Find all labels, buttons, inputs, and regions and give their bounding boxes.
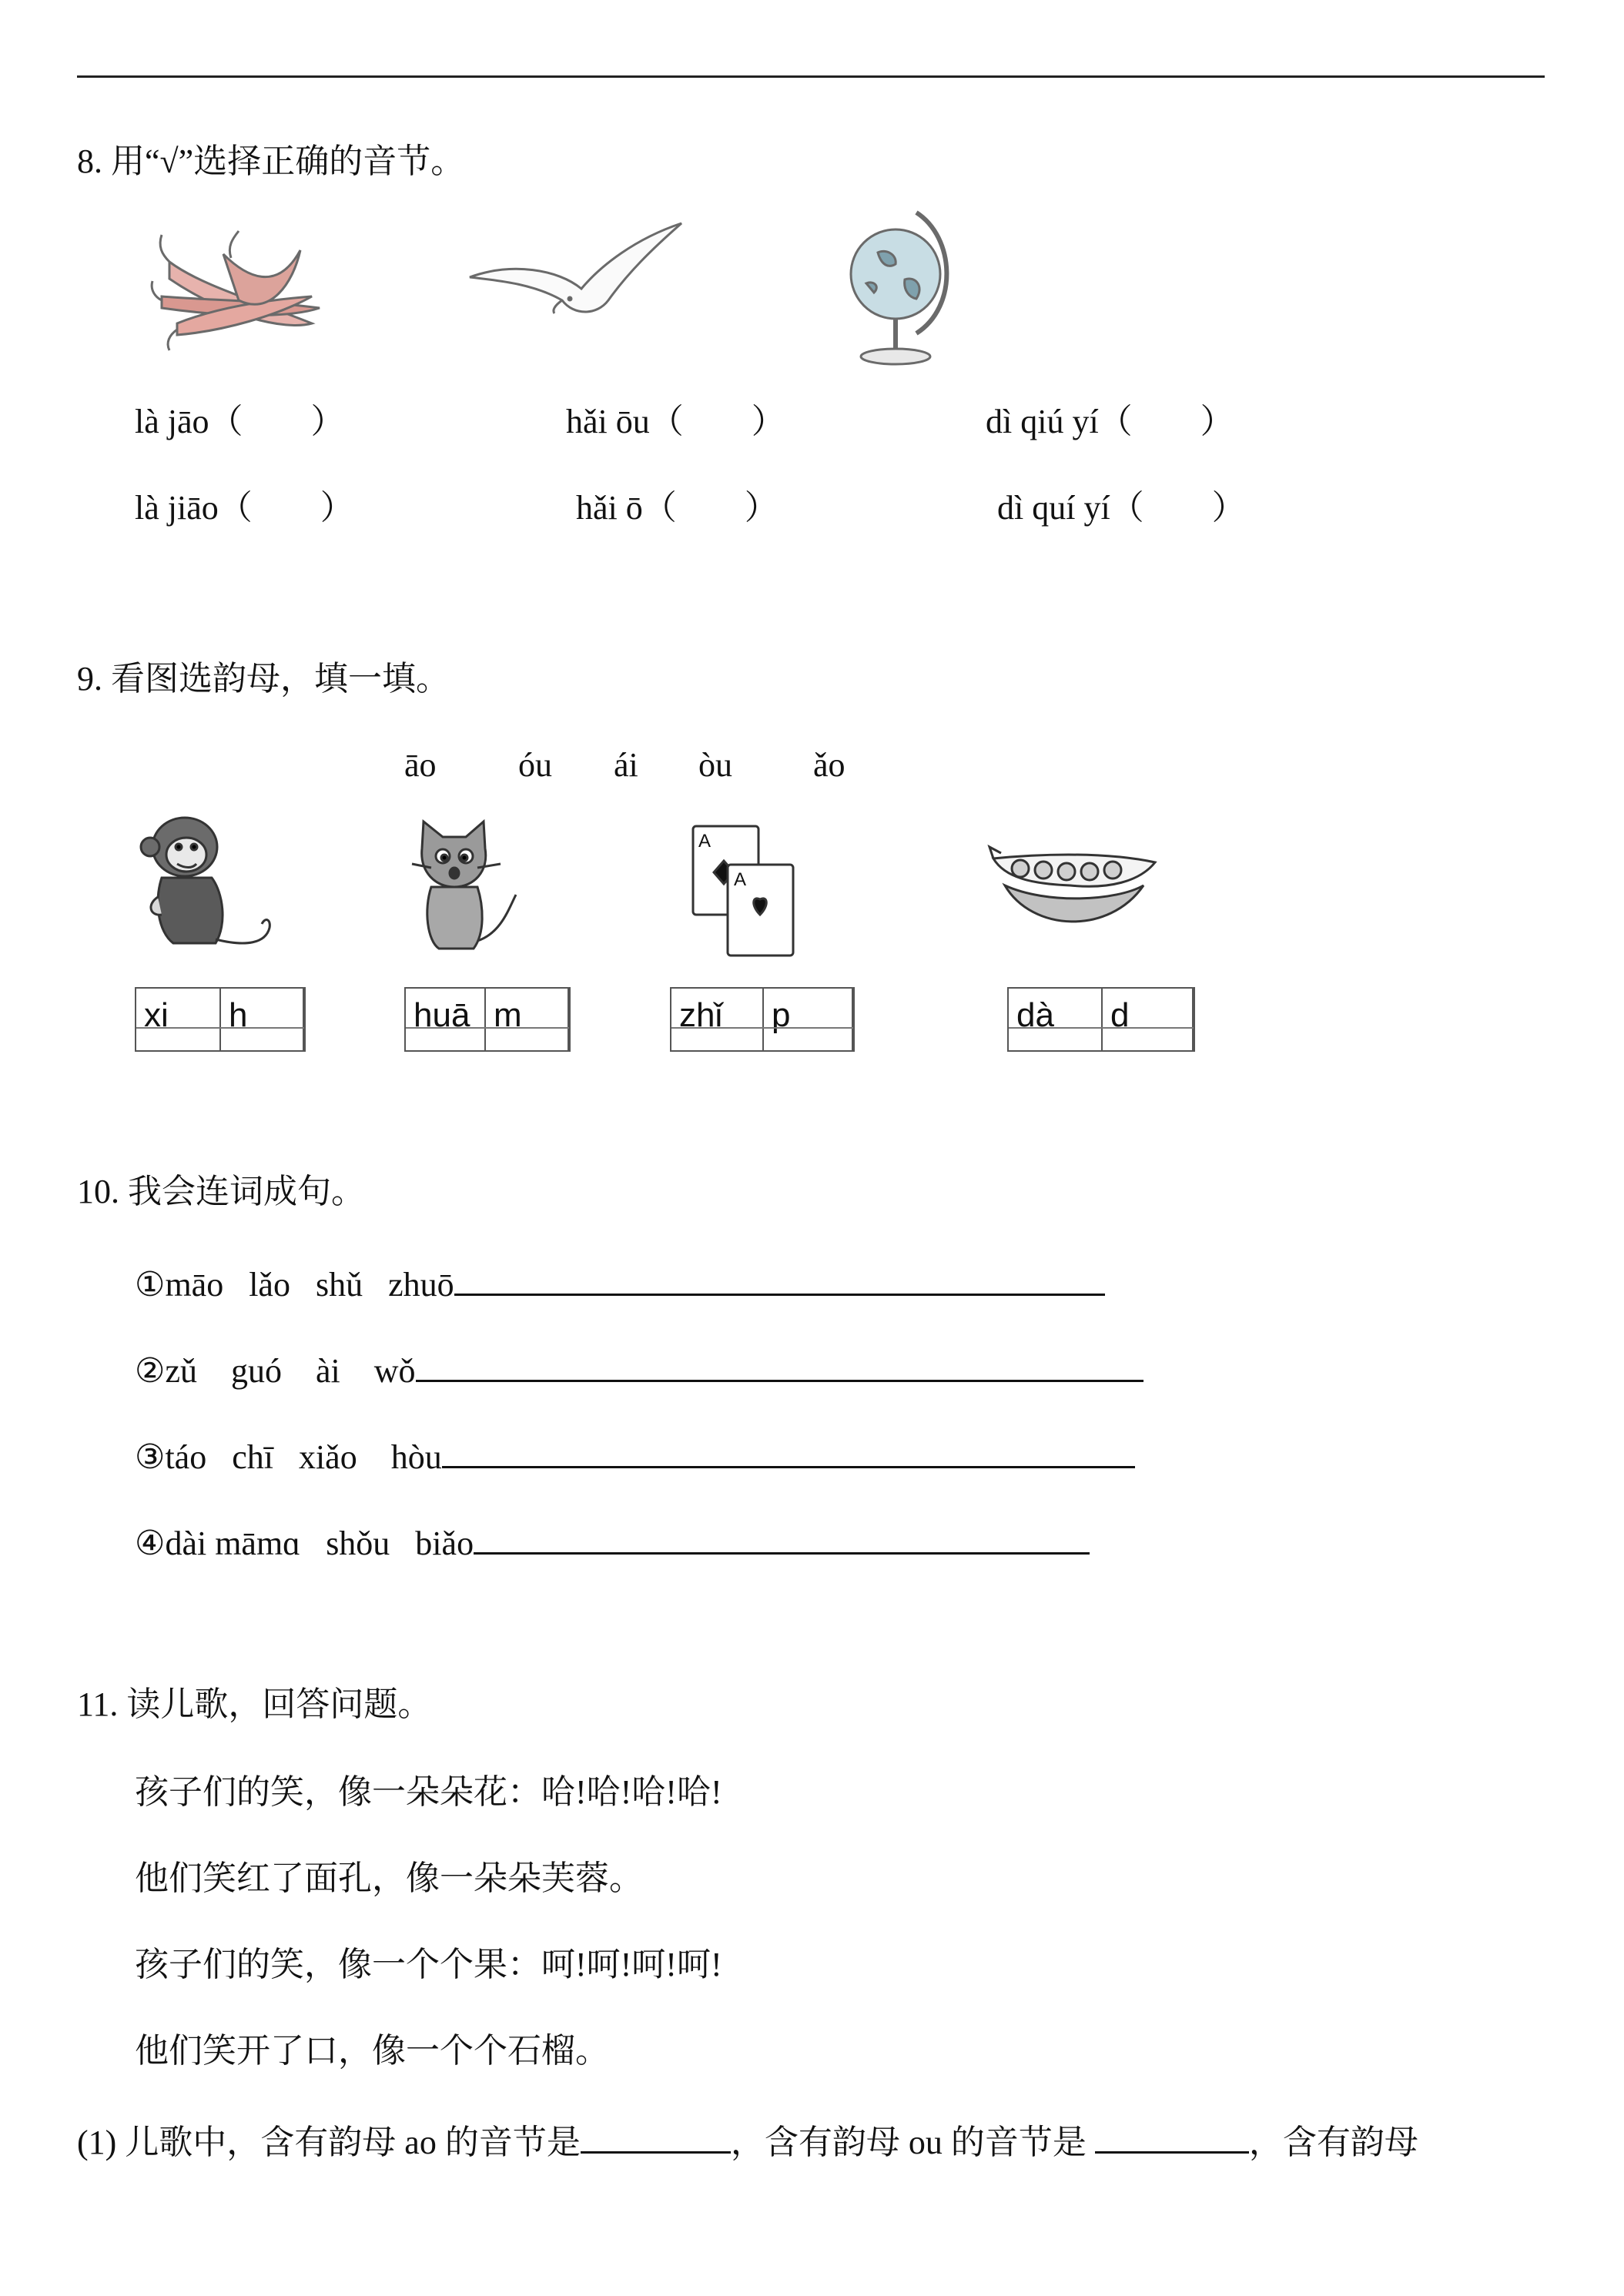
pinyin-box-cards[interactable] [670,987,855,1052]
question-8-title: 8. 用“√”选择正确的音节。 [77,142,465,180]
pinyin-cell-d: d [1110,996,1130,1034]
question-9-title: 9. 看图选韵母，填一填。 [77,660,450,698]
pinyin-cell-p: p [772,996,791,1034]
playing-cards-picture [689,822,805,961]
pinyin-cell-m: m [494,996,522,1034]
sub-question-text-c: ，含有韵母 [1248,2124,1418,2161]
pinyin-cell-da: dà [1016,996,1054,1034]
option-la-jao[interactable]: là jāo（ ） [135,403,345,440]
poem-line-4: 他们笑开了口，像一个个石榴。 [135,2032,609,2070]
final-ou2: óu [518,746,552,784]
question-10-title: 10. 我会连词成句。 [77,1173,365,1210]
chili-pepper-picture [146,223,323,354]
question-11-title: 11. 读儿歌，回答问题。 [77,1685,432,1723]
sentence-line-4 [135,1521,1090,1561]
option-hai-o[interactable]: hǎi ō（ ） [576,489,779,527]
option-di-qiu-yi[interactable]: dì qiú yí（ ） [986,403,1234,440]
option-hai-ou[interactable]: hǎi ōu（ ） [566,403,785,440]
option-di-qui-yi[interactable]: dì quí yí（ ） [997,489,1246,527]
answer-blank-ou[interactable] [1095,2120,1249,2154]
answer-line-4[interactable] [474,1521,1090,1555]
sub-question-number: (1) [77,2124,117,2161]
pinyin-box-pea[interactable] [1007,987,1195,1052]
sub-question-text-b: ，含有韵母 ou 的音节是 [730,2124,1087,2161]
pinyin-cell-hua: huā [414,996,470,1034]
final-ou4: òu [698,746,732,784]
option-la-jiao[interactable]: là jiāo（ ） [135,489,354,527]
svg-text:A: A [698,831,712,852]
sub-question-1 [77,2120,1418,2160]
sub-question-text-a: 儿歌中，含有韵母 ao 的音节是 [125,2124,581,2161]
pinyin-box-cat[interactable] [404,987,571,1052]
globe-picture [843,206,959,372]
poem-line-3: 孩子们的笑，像一个个果：呵!呵!呵!呵! [135,1946,722,1983]
pinyin-box-monkey[interactable] [135,987,306,1052]
cat-picture [400,818,524,956]
answer-line-1[interactable] [454,1263,1105,1296]
answer-line-2[interactable] [416,1349,1143,1382]
sentence-words-3: ③táo chī xiǎo hòu [135,1438,442,1476]
sentence-line-1 [135,1263,1105,1302]
answer-line-3[interactable] [442,1435,1135,1468]
pinyin-cell-h: h [229,996,248,1034]
monkey-picture [139,808,281,962]
pinyin-cell-zhi: zhǐ [679,996,723,1034]
sentence-words-2: ②zǔ guó ài wǒ [135,1352,416,1390]
top-rule [77,75,1545,78]
final-ao1: āo [404,746,437,784]
seagull-picture [466,219,689,320]
pea-pod-picture [986,839,1163,939]
poem-line-1: 孩子们的笑，像一朵朵花：哈!哈!哈!哈! [135,1773,722,1811]
answer-blank-ao[interactable] [581,2120,731,2154]
poem-line-2: 他们笑红了面孔，像一朵朵芙蓉。 [135,1859,643,1897]
sentence-words-1: ①māo lǎo shǔ zhuō [135,1266,454,1304]
sentence-words-4: ④dài māmɑ shǒu biǎo [135,1525,474,1562]
svg-text:A: A [734,869,747,890]
pinyin-cell-xi: xi [144,996,169,1034]
sentence-line-2 [135,1349,1143,1388]
final-ao3: ǎo [813,746,845,784]
final-ai2: ái [614,746,638,784]
sentence-line-3 [135,1435,1135,1474]
